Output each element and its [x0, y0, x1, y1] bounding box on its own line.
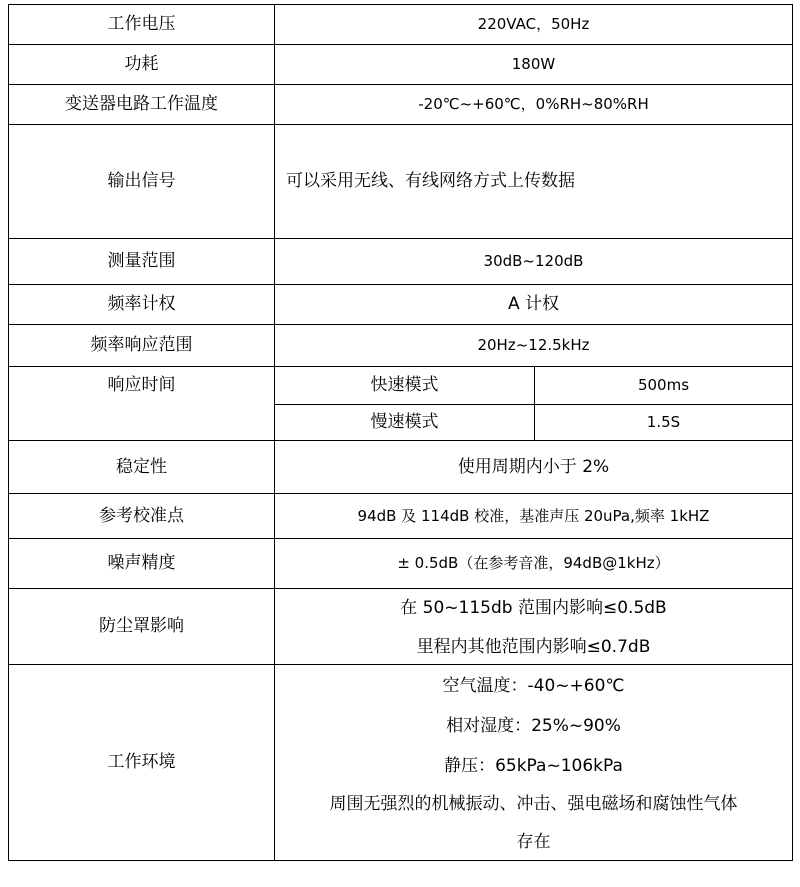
env-value-line4: 周围无强烈的机械振动、冲击、强电磁场和腐蚀性气体: [329, 793, 738, 814]
voltage-label: 工作电压: [107, 14, 176, 34]
dust-value-line1: 在 50~115db 范围内影响≤0.5dB: [400, 597, 667, 618]
env-value-line1: 空气温度：-40~+60℃: [442, 675, 625, 696]
power-value: 180W: [511, 55, 556, 73]
slow-mode-label: 慢速模式: [370, 412, 439, 432]
response-label: 响应时间: [107, 375, 176, 395]
env-value-line5: 存在: [516, 831, 551, 852]
power-label: 功耗: [124, 54, 159, 74]
temp-value: -20℃~+60℃，0%RH~80%RH: [418, 95, 649, 113]
dust-label: 防尘罩影响: [99, 616, 184, 636]
temp-label: 变送器电路工作温度: [65, 94, 218, 114]
freq-value: 20Hz~12.5kHz: [477, 336, 590, 354]
fast-mode-label: 快速模式: [370, 375, 439, 395]
calibration-label: 参考校准点: [99, 505, 184, 526]
noise-value: ± 0.5dB（在参考音准，94dB@1kHz）: [397, 554, 670, 572]
weighting-label: 频率计权: [107, 294, 176, 314]
range-label: 测量范围: [107, 251, 176, 271]
stability-value: 使用周期内小于 2%: [457, 456, 610, 477]
row-line: [8, 860, 793, 861]
voltage-value: 220VAC，50Hz: [477, 15, 590, 33]
output-value: 可以采用无线、有线网络方式上传数据: [286, 171, 575, 191]
calibration-value: 94dB 及 114dB 校准，基准声压 20uPa,频率 1kHZ: [357, 506, 710, 525]
freq-label: 频率响应范围: [90, 335, 193, 355]
noise-label: 噪声精度: [107, 553, 176, 573]
slow-mode-value: 1.5S: [646, 413, 681, 431]
env-value-line3: 静压：65kPa~106kPa: [444, 755, 623, 776]
weighting-value: A 计权: [507, 294, 560, 314]
stability-label: 稳定性: [116, 456, 167, 477]
env-value-line2: 相对湿度：25%~90%: [446, 715, 621, 736]
fast-mode-value: 500ms: [637, 376, 690, 394]
env-label: 工作环境: [107, 752, 176, 772]
range-value: 30dB~120dB: [483, 252, 584, 270]
output-label: 输出信号: [107, 171, 176, 191]
dust-value-line2: 里程内其他范围内影响≤0.7dB: [416, 636, 651, 657]
table-border-right: [792, 4, 793, 860]
